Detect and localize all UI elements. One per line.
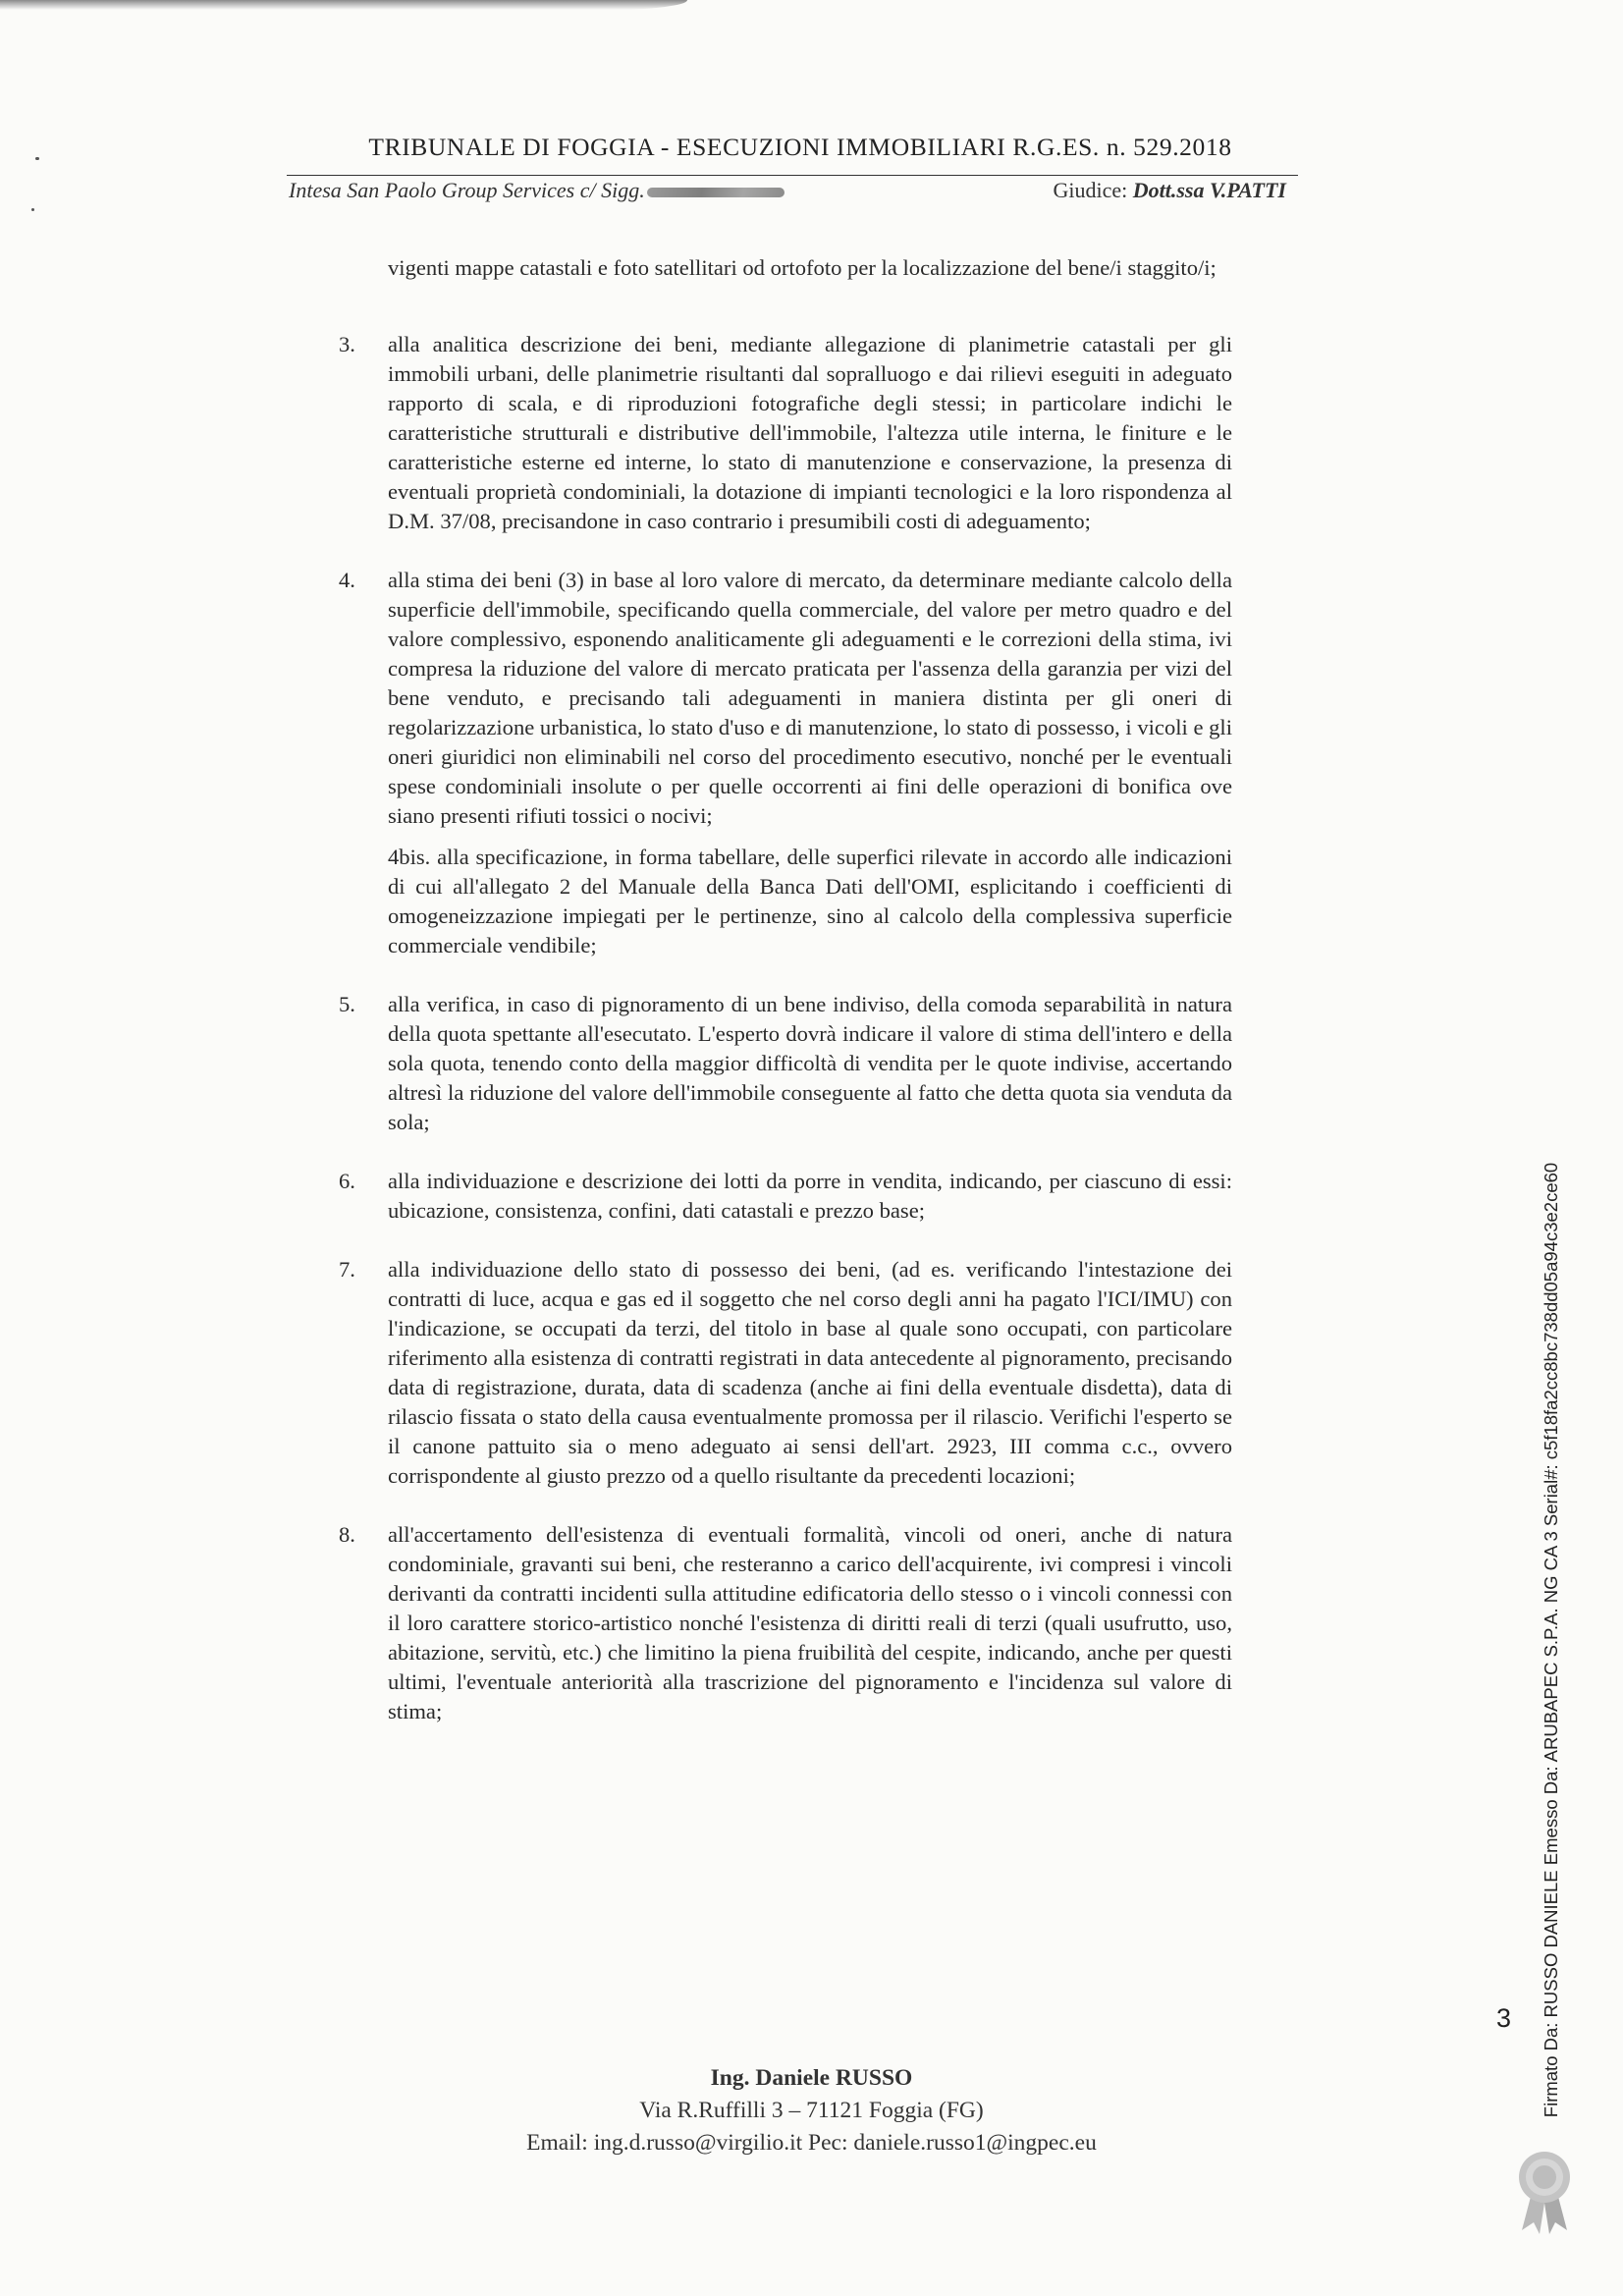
- redacted-name: [647, 188, 784, 197]
- author-name: Ing. Daniele RUSSO: [710, 2065, 913, 2091]
- document-header-title: TRIBUNALE DI FOGGIA - ESECUZIONI IMMOBILIARI R.G.ES. n. 529.2018: [368, 133, 1232, 161]
- scan-edge-shadow: [0, 0, 687, 10]
- list-item: [339, 1167, 1232, 1226]
- list-item-text: alla stima dei beni (3) in base al loro valore di mercato, da determinare mediante calcolo della superficie dell'immobile, specificando quella commerciale, del valore per metro quadro e del valore complessivo, esponendo analiticamente gli adeguamenti e le correzioni della stima, ivi compresa la riduzione del valore di mercato praticata per l'assenza della garanzia per vizi del bene venduto, e precisando tali adeguamenti in maniera distinta per gli oneri di regolarizzazione urbanistica, lo stato d'uso e di manutenzione, lo stato di possesso, i vicoli e gli oneri giuridici non eliminabili nel corso del procedimento esecutivo, nonché per le eventuali spese condominiali insolute o per quelle occorrenti ai fini delle operazioni di bonifica ove siano presenti rifiuti tossici o nocivi;: [388, 568, 1232, 828]
- list-item-text: 4bis. alla specificazione, in forma tabellare, delle superfici rilevate in accordo alle indicazioni di cui all'allegato 2 del Manuale della Banca Dati dell'OMI, esplicitando i coefficienti di omogeneizzazione impiegati per le pertinenze, sino al calcolo della complessiva superficie commerciale vendibile;: [388, 845, 1232, 957]
- list-item-number: 4.: [339, 568, 355, 592]
- scan-speck: [31, 208, 34, 211]
- digital-signature-stamp: [1537, 1159, 1566, 2121]
- page-number: 3: [1496, 2003, 1512, 2033]
- judge-name: Dott.ssa V.PATTI: [1132, 178, 1286, 202]
- document-body: [339, 253, 1232, 1726]
- judge-label: Giudice:: [1053, 178, 1128, 202]
- list-item-number: 7.: [339, 1257, 355, 1282]
- list-item-subpoint: [339, 843, 1232, 960]
- list-item-number: 8.: [339, 1522, 355, 1547]
- judge-info: [1053, 178, 1286, 203]
- author-address: Via R.Ruffilli 3 – 71121 Foggia (FG): [639, 2098, 984, 2123]
- case-parties-text: Intesa San Paolo Group Services c/ Sigg.: [289, 178, 645, 202]
- list-item-text: all'accertamento dell'esistenza di eventuali formalità, vincoli od oneri, anche di natura condominiale, gravanti sui beni, che resteranno a carico dell'acquirente, ivi compresi i vincoli derivanti da contratti incidenti sulla attitudine edificatoria dello stesso o i vincoli connessi con il loro carattere storico-artistico nonché l'esistenza di diritti reali di terzi (quali usufrutto, uso, abitazione, servitù, etc.) che limitino la piena fruibilità del cespite, indicando, anche per questi ultimi, l'eventuale anteriorità alla trascrizione del pignoramento e l'incidenza sul valore di stima;: [388, 1522, 1232, 1723]
- list-item: [339, 990, 1232, 1137]
- list-item-text: alla analitica descrizione dei beni, mediante allegazione di planimetrie catastali per gli immobili urbani, delle planimetrie risultanti dal sopralluogo e dai rilievi eseguiti in adeguato rapporto di scala, e di riproduzioni fotografiche degli stessi; in particolare indichi le caratteristiche strutturali e distributive dell'immobile, l'altezza utile interna, le finiture e le caratteristiche esterne ed interne, lo stato di manutenzione e conservazione, la presenza di eventuali proprietà condominiali, la dotazione di impianti tecnologici e la loro rispondenza al D.M. 37/08, precisandone in caso contrario i presumibili costi di adeguamento;: [388, 332, 1232, 533]
- document-footer: [0, 2062, 1623, 2159]
- scan-speck: [35, 157, 39, 160]
- document-header-subline: [287, 175, 1298, 205]
- list-item: [339, 1520, 1232, 1726]
- list-item-text: alla individuazione dello stato di possesso dei beni, (ad es. verificando l'intestazione dei contratti di luce, acqua e gas ed il soggetto che nel corso degli anni ha pagato l'ICI/IMU) con l'indicazione, se occupati da terzi, del titolo in base al quale sono occupati, con particolare riferimento alla esistenza di contratti registrati in data antecedente al pignoramento, precisando data di registrazione, durata, data di scadenza (anche ai fini della eventuale disdetta), data di rilascio fissata o stato della causa eventualmente promossa per il rilascio. Verifichi l'esperto se il canone pattuito sia o meno adeguato ai sensi dell'art. 2923, III comma c.c., ovvero corrispondente al giusto prezzo od a quello risultante da precedenti locazioni;: [388, 1257, 1232, 1488]
- intro-paragraph: vigenti mappe catastali e foto satellitari od ortofoto per la localizzazione del bene/i staggito/i;: [388, 255, 1217, 280]
- list-item-number: 6.: [339, 1169, 355, 1193]
- author-contacts: Email: ing.d.russo@virgilio.it Pec: daniele.russo1@ingpec.eu: [526, 2130, 1097, 2156]
- list-item: [339, 1255, 1232, 1491]
- list-item-text: alla verifica, in caso di pignoramento di un bene indiviso, della comoda separabilità in natura della quota spettante all'esecutato. L'esperto dovrà indicare il valore di stima dell'intero e della sola quota, tenendo conto della maggior difficoltà di vendita per le quote indivise, accertando altresì la riduzione del valore dell'immobile conseguente al fatto che detta quota sia venduta da sola;: [388, 992, 1232, 1134]
- list-item-text: alla individuazione e descrizione dei lotti da porre in vendita, indicando, per ciascuno di essi: ubicazione, consistenza, confini, dati catastali e prezzo base;: [388, 1169, 1232, 1223]
- case-parties: [289, 178, 784, 203]
- digital-signature-text: Firmato Da: RUSSO DANIELE Emesso Da: ARUBAPEC S.P.A. NG CA 3 Serial#: c5f18fa2cc8bc738dd05a94c3e2ce60: [1541, 1162, 1561, 2118]
- list-item: [339, 330, 1232, 536]
- list-item: [339, 566, 1232, 831]
- list-item-number: 5.: [339, 992, 355, 1016]
- list-item-number: 3.: [339, 332, 355, 356]
